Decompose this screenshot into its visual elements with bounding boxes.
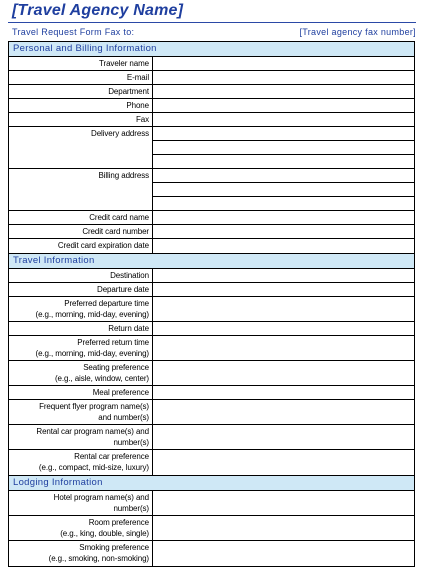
input-delivery-address-line[interactable] <box>153 127 414 141</box>
label-return-date: Return date <box>9 322 153 335</box>
label-line: number(s) <box>113 504 149 513</box>
label-line: (e.g., morning, mid-day, evening) <box>35 349 149 358</box>
label-line: Frequent flyer program name(s) <box>39 402 149 411</box>
label-delivery-address: Delivery address <box>9 127 153 168</box>
label-line: number(s) <box>113 438 149 447</box>
row-frequent-flyer <box>9 400 414 425</box>
input-delivery-address-line[interactable] <box>153 141 414 155</box>
label-rental-car-preference <box>9 450 153 475</box>
section-lodging-info: Lodging Information <box>9 476 414 491</box>
label-line: (e.g., king, double, single) <box>60 529 149 538</box>
section-travel-info: Travel Information <box>9 254 414 269</box>
label-phone: Phone <box>9 99 153 112</box>
fax-label: Travel Request Form Fax to: <box>12 27 135 37</box>
input-delivery-address-line[interactable] <box>153 155 414 168</box>
row-fax <box>9 113 414 127</box>
label-line: Rental car preference <box>74 452 149 461</box>
label-line: Seating preference <box>83 363 149 372</box>
label-frequent-flyer <box>9 400 153 424</box>
label-credit-card-number: Credit card number <box>9 225 153 238</box>
input-preferred-return-time[interactable] <box>153 336 414 360</box>
row-destination <box>9 269 414 283</box>
input-seating-preference[interactable] <box>153 361 414 385</box>
input-credit-card-number[interactable] <box>153 225 414 238</box>
input-destination[interactable] <box>153 269 414 282</box>
input-room-preference[interactable] <box>153 516 414 540</box>
input-departure-date[interactable] <box>153 283 414 296</box>
row-preferred-departure-time <box>9 297 414 322</box>
input-return-date[interactable] <box>153 322 414 335</box>
input-credit-card-name[interactable] <box>153 211 414 224</box>
label-line: (e.g., morning, mid-day, evening) <box>35 310 149 319</box>
label-preferred-departure-time <box>9 297 153 321</box>
input-credit-card-expiration[interactable] <box>153 239 414 253</box>
label-line: (e.g., smoking, non-smoking) <box>48 554 149 563</box>
label-billing-address: Billing address <box>9 169 153 210</box>
label-line: Preferred return time <box>77 338 149 347</box>
title-divider <box>8 22 416 23</box>
row-room-preference <box>9 516 414 541</box>
label-meal-preference: Meal preference <box>9 386 153 399</box>
input-phone[interactable] <box>153 99 414 112</box>
input-rental-car-preference[interactable] <box>153 450 414 475</box>
input-traveler-name[interactable] <box>153 57 414 70</box>
label-hotel-program <box>9 491 153 515</box>
input-rental-car-program[interactable] <box>153 425 414 449</box>
row-traveler-name <box>9 57 414 71</box>
input-billing-address-line[interactable] <box>153 169 414 183</box>
label-department: Department <box>9 85 153 98</box>
row-hotel-program <box>9 491 414 516</box>
label-line: Smoking preference <box>79 543 149 552</box>
label-destination: Destination <box>9 269 153 282</box>
label-fax: Fax <box>9 113 153 126</box>
label-line: (e.g., aisle, window, center) <box>54 374 149 383</box>
label-line: Preferred departure time <box>64 299 149 308</box>
label-smoking-preference <box>9 541 153 566</box>
input-preferred-departure-time[interactable] <box>153 297 414 321</box>
label-credit-card-name: Credit card name <box>9 211 153 224</box>
input-fax[interactable] <box>153 113 414 126</box>
row-return-date <box>9 322 414 336</box>
label-seating-preference <box>9 361 153 385</box>
row-email <box>9 71 414 85</box>
label-line: Hotel program name(s) and <box>53 493 149 502</box>
input-billing-address-line[interactable] <box>153 197 414 210</box>
label-email: E-mail <box>9 71 153 84</box>
label-rental-car-program <box>9 425 153 449</box>
label-room-preference <box>9 516 153 540</box>
travel-request-form <box>8 41 415 567</box>
input-hotel-program[interactable] <box>153 491 414 515</box>
row-departure-date <box>9 283 414 297</box>
fax-number: [Travel agency fax number] <box>299 27 416 37</box>
input-meal-preference[interactable] <box>153 386 414 399</box>
row-phone <box>9 99 414 113</box>
row-preferred-return-time <box>9 336 414 361</box>
row-rental-car-program <box>9 425 414 450</box>
row-meal-preference <box>9 386 414 400</box>
label-preferred-return-time <box>9 336 153 360</box>
section-personal-billing: Personal and Billing Information <box>9 42 414 57</box>
input-department[interactable] <box>153 85 414 98</box>
row-credit-card-expiration <box>9 239 414 254</box>
travel-agency-name: [Travel Agency Name] <box>12 2 184 19</box>
row-credit-card-name <box>9 211 414 225</box>
label-traveler-name: Traveler name <box>9 57 153 70</box>
input-smoking-preference[interactable] <box>153 541 414 566</box>
input-billing-address-line[interactable] <box>153 183 414 197</box>
input-frequent-flyer[interactable] <box>153 400 414 424</box>
row-delivery-address <box>9 127 414 169</box>
label-line: Room preference <box>88 518 149 527</box>
row-seating-preference <box>9 361 414 386</box>
label-line: and number(s) <box>98 413 149 422</box>
row-rental-car-preference <box>9 450 414 476</box>
row-department <box>9 85 414 99</box>
label-departure-date: Departure date <box>9 283 153 296</box>
input-email[interactable] <box>153 71 414 84</box>
row-credit-card-number <box>9 225 414 239</box>
row-smoking-preference <box>9 541 414 566</box>
label-line: (e.g., compact, mid-size, luxury) <box>38 463 149 472</box>
label-line: Rental car program name(s) and <box>36 427 149 436</box>
row-billing-address <box>9 169 414 211</box>
label-credit-card-expiration: Credit card expiration date <box>9 239 153 253</box>
fax-line <box>12 27 416 39</box>
